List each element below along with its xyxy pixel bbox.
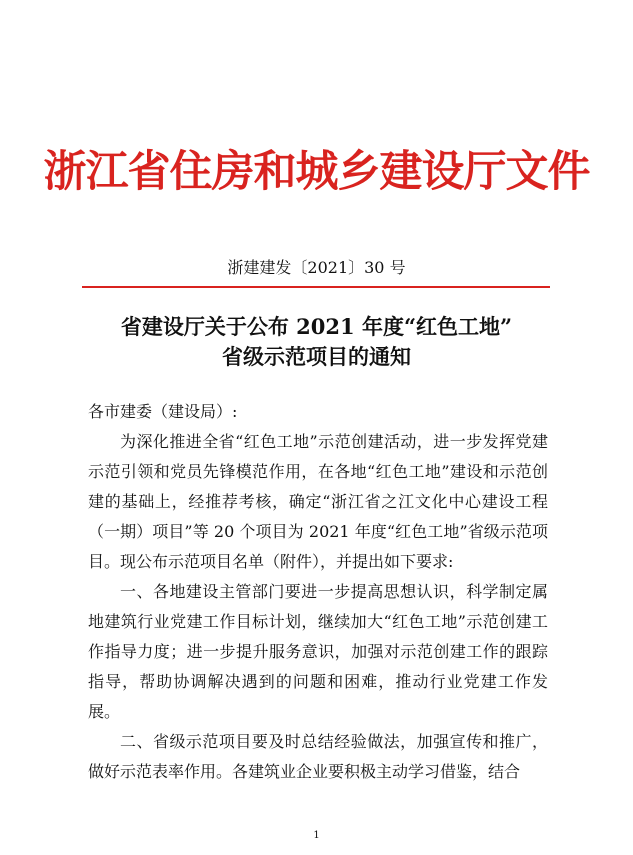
notice-title-line-1: 省建设厅关于公布 2021 年度“红色工地” [120,314,513,339]
issuer-title: 浙江省住房和城乡建设厅文件 [43,147,590,197]
body-paragraph-3: 二、省级示范项目要及时总结经验做法，加强宣传和推广，做好示范表率作用。各建筑业企业要积极主动学习借鉴，结合 [88,732,548,781]
page-number: 1 [313,830,320,841]
body-paragraph-1: 为深化推进全省“红色工地”示范创建活动，进一步发挥党建示范引领和党员先锋模范作用，在各地“红色工地”建设和示范创建的基础上，经推荐考核，确定“浙江省之江文化中心建设工程（一期）项目”等 20 个项目为 2021 年度“红色工地”省级示范项目。现公布示范项目名单（附件），并提出如下要求: [88,432,548,571]
salutation: 各市建委（建设局）: [88,402,238,421]
notice-title [0,312,633,372]
notice-title-line-2: 省级示范项目的通知 [222,344,411,369]
red-divider-rule [82,286,550,288]
body-paragraph-2: 一、各地建设主管部门要进一步提高思想认识，科学制定属地建筑行业党建工作目标计划，继续加大“红色工地”示范创建工作指导力度；进一步提升服务意识，加强对示范创建工作的跟踪指导，帮助协调解决遇到的问题和困难，推动行业党建工作发展。 [88,582,548,721]
notice-body [88,397,548,787]
document-number: 浙建建发〔2021〕30 号 [227,258,406,277]
